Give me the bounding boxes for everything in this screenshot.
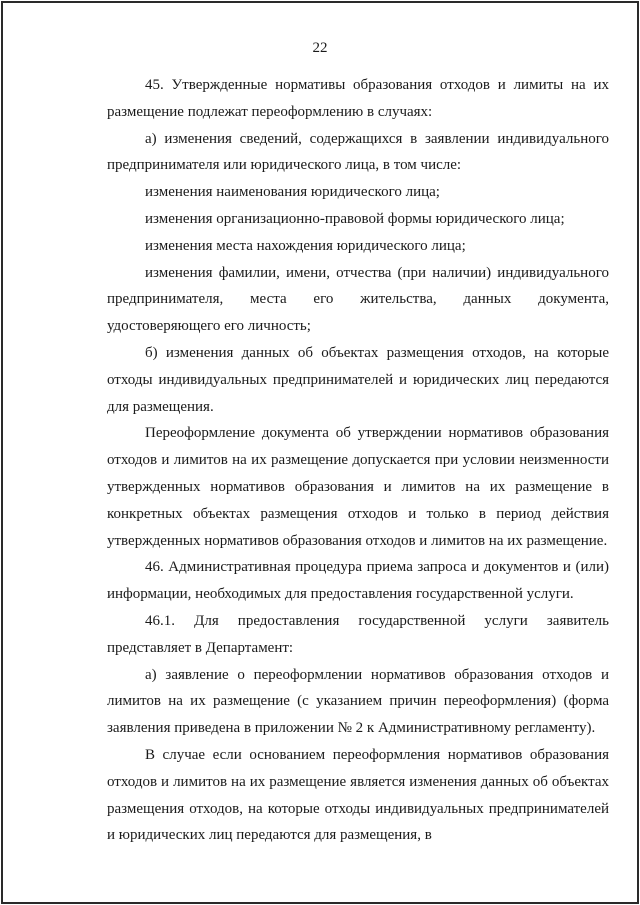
list-item-legal-form-change: изменения организационно-правовой формы юридического лица; (145, 210, 565, 227)
document-body (107, 72, 609, 849)
paragraph-46-1: 46.1. Для предоставления государственной услуги заявитель представляет в Департамент: (107, 612, 609, 656)
paragraph-objects-change-case: В случае если основанием переоформления нормативов образования отходов и лимитов на их размещение является изменения данных об объектах размещения отходов, на которые отходы индивидуальных предпринимателей и юридических лиц передаются для размещения, в (107, 746, 609, 844)
paragraph-46-1-a: а) заявление о переоформлении нормативов образования отходов и лимитов на их размещение (с указанием причин переоформления) (форма заявления приведена в приложении № 2 к Административному регламенту). (107, 666, 609, 737)
paragraph-46: 46. Административная процедура приема запроса и документов и (или) информации, необходимых для предоставления государственной услуги. (107, 559, 609, 603)
list-item-personal-data-change: изменения фамилии, имени, отчества (при наличии) индивидуального предпринимателя, места его жительства, данных документа, удостоверяющего его личность; (107, 264, 609, 335)
paragraph-reissue-conditions: Переоформление документа об утверждении нормативов образования отходов и лимитов на их размещение допускается при условии неизменности утвержденных нормативов образования и лимитов на их размещение в конкретных объектах размещения отходов и только в период действия утвержденных нормативов образования отходов и лимитов на их размещение. (107, 425, 609, 549)
list-item-name-change: изменения наименования юридического лица; (145, 184, 440, 201)
list-item-location-change: изменения места нахождения юридического лица; (145, 237, 466, 254)
paragraph-45-a: а) изменения сведений, содержащихся в заявлении индивидуального предпринимателя или юридического лица, в том числе: (107, 130, 609, 174)
paragraph-45: 45. Утвержденные нормативы образования отходов и лимиты на их размещение подлежат переоформлению в случаях: (107, 77, 609, 120)
paragraph-45-b: б) изменения данных об объектах размещения отходов, на которые отходы индивидуальных предпринимателей и юридических лиц передаются для размещения. (107, 344, 609, 415)
page-number: 22 (312, 40, 328, 56)
